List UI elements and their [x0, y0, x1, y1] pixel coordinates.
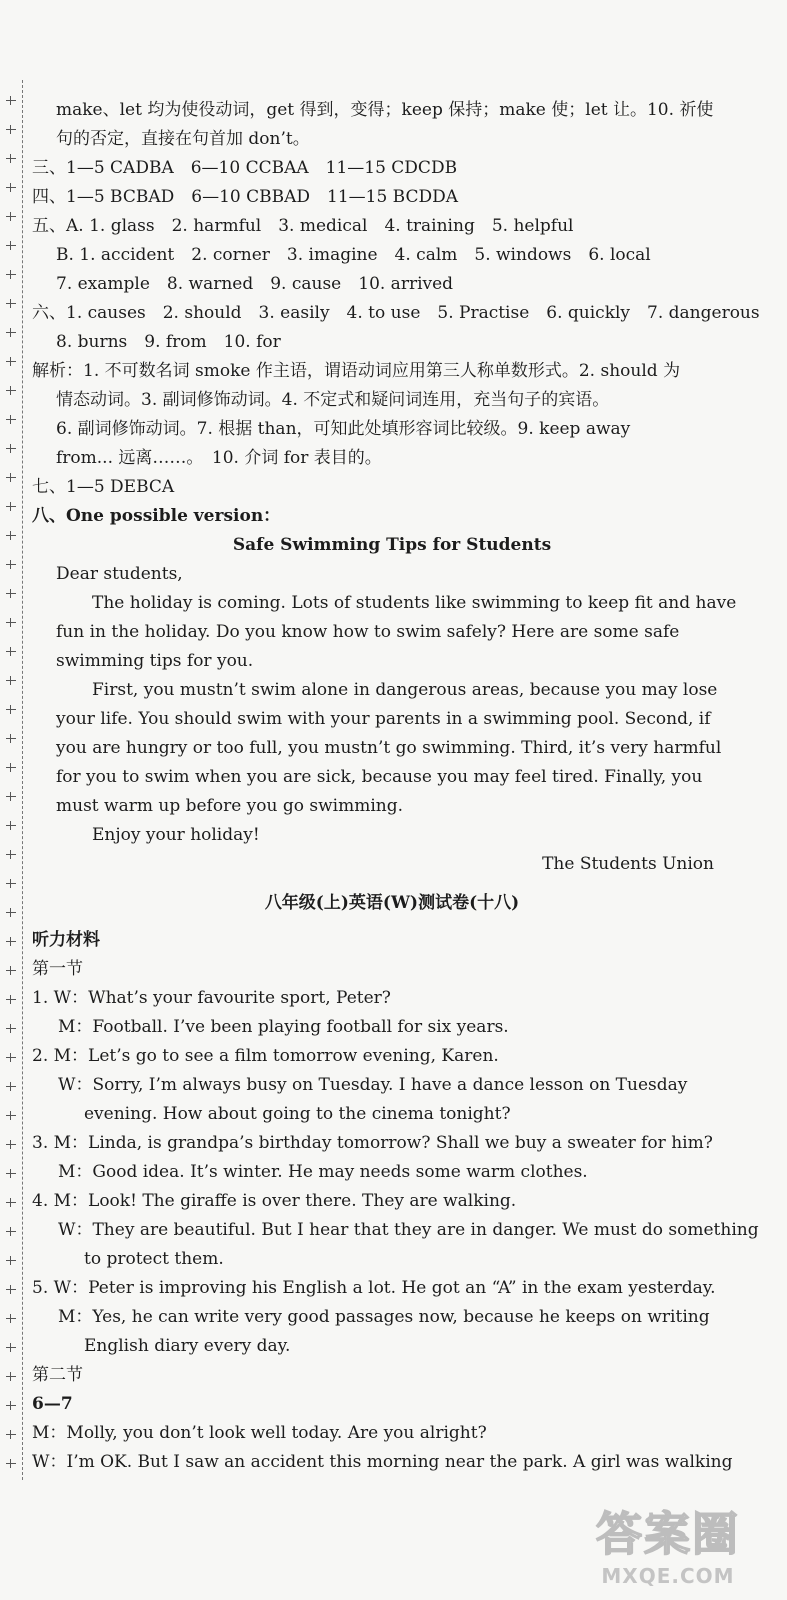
essay-paragraph-line: First, you mustn’t swim alone in dangerous areas, because you may lose — [92, 680, 718, 700]
explanation-line: from... 远离……。 10. 介词 for 表目的。 — [56, 448, 382, 468]
binding-tick — [6, 1086, 16, 1087]
dialog-line: W：They are beautiful. But I hear that they are in danger. We must do something — [58, 1220, 759, 1240]
dialog-line: W：Sorry, I’m always busy on Tuesday. I have a dance lesson on Tuesday — [58, 1075, 688, 1095]
listening-section-1: 第一节 — [32, 959, 83, 979]
section-4-answers: 四、1—5 BCBAD 6—10 CBBAD 11—15 BCDDA — [32, 187, 459, 207]
binding-tick — [6, 100, 16, 101]
binding-tick — [6, 506, 16, 507]
binding-tick — [6, 825, 16, 826]
dialog-line: 5. W：Peter is improving his English a lot. He got an “A” in the exam yesterday. — [32, 1278, 716, 1298]
section-8-heading: 八、One possible version： — [32, 506, 281, 526]
binding-tick — [6, 622, 16, 623]
binding-tick — [6, 912, 16, 913]
binding-tick — [6, 1028, 16, 1029]
dialog-line: W：I’m OK. But I saw an accident this morning near the park. A girl was walking — [32, 1452, 733, 1472]
dialog-line: English diary every day. — [84, 1336, 291, 1356]
binding-tick — [6, 1376, 16, 1377]
section-6-answers: 8. burns 9. from 10. for — [56, 332, 281, 352]
binding-tick — [6, 1347, 16, 1348]
explanation-line: 6. 副词修饰动词。7. 根据 than，可知此处填形容词比较级。9. keep away — [56, 419, 631, 439]
binding-tick — [6, 796, 16, 797]
test-title: 八年级(上)英语(W)测试卷(十八) — [264, 893, 520, 913]
binding-tick — [6, 1260, 16, 1261]
binding-tick — [6, 535, 16, 536]
watermark-logo-text: 答案圈 — [596, 1507, 740, 1561]
essay-paragraph-line: you are hungry or too full, you mustn’t go swimming. Third, it’s very harmful — [56, 738, 722, 758]
binding-tick — [6, 419, 16, 420]
binding-tick — [6, 1202, 16, 1203]
question-range: 6—7 — [32, 1394, 73, 1414]
binding-tick — [6, 158, 16, 159]
binding-tick — [6, 361, 16, 362]
binding-tick — [6, 970, 16, 971]
section-7-answers: 七、1—5 DEBCA — [32, 477, 175, 497]
listening-section-2: 第二节 — [32, 1365, 83, 1385]
binding-tick — [6, 1405, 16, 1406]
explanation-line: 情态动词。3. 副词修饰动词。4. 不定式和疑问词连用，充当句子的宾语。 — [56, 390, 610, 410]
dialog-line: M：Football. I’ve been playing football for six years. — [58, 1017, 509, 1037]
binding-tick — [6, 564, 16, 565]
watermark-url: MXQE.COM — [601, 1564, 735, 1588]
dialog-line: evening. How about going to the cinema tonight? — [84, 1104, 511, 1124]
binding-tick — [6, 1144, 16, 1145]
binding-tick — [6, 129, 16, 130]
essay-signature: The Students Union — [542, 854, 714, 874]
essay-greeting: Dear students, — [56, 564, 183, 584]
essay-paragraph-line: The holiday is coming. Lots of students like swimming to keep fit and have — [92, 593, 737, 613]
dialog-line: M：Yes, he can write very good passages now, because he keeps on writing — [58, 1307, 710, 1327]
binding-tick — [6, 448, 16, 449]
dialog-line: 2. M：Let’s go to see a film tomorrow evening, Karen. — [32, 1046, 499, 1066]
answer-note-line: 句的否定，直接在句首加 don’t。 — [56, 129, 310, 149]
essay-paragraph-line: swimming tips for you. — [56, 651, 254, 671]
binding-tick — [6, 854, 16, 855]
binding-tick — [6, 651, 16, 652]
binding-tick — [6, 1231, 16, 1232]
dialog-line: M：Good idea. It’s winter. He may needs some warm clothes. — [58, 1162, 588, 1182]
essay-paragraph-line: your life. You should swim with your parents in a swimming pool. Second, if — [56, 709, 711, 729]
listening-heading: 听力材料 — [32, 930, 100, 950]
binding-tick — [6, 245, 16, 246]
binding-tick — [6, 477, 16, 478]
essay-paragraph-line: for you to swim when you are sick, because you may feel tired. Finally, you — [56, 767, 703, 787]
binding-tick — [6, 883, 16, 884]
answer-page — [32, 96, 760, 1477]
dialog-line: to protect them. — [84, 1249, 224, 1269]
section-5a-answers: 五、A. 1. glass 2. harmful 3. medical 4. training 5. helpful — [32, 216, 574, 236]
binding-tick — [6, 1173, 16, 1174]
binding-tick — [6, 738, 16, 739]
section-5b-answers: B. 1. accident 2. corner 3. imagine 4. calm 5. windows 6. local — [56, 245, 651, 265]
binding-tick — [6, 1115, 16, 1116]
dialog-line: M：Molly, you don’t look well today. Are you alright? — [32, 1423, 487, 1443]
binding-tick — [6, 1289, 16, 1290]
explanation-line: 解析：1. 不可数名词 smoke 作主语，谓语动词应用第三人称单数形式。2. should 为 — [32, 361, 681, 381]
binding-tick — [6, 999, 16, 1000]
dialog-line: 3. M：Linda, is grandpa’s birthday tomorrow? Shall we buy a sweater for him? — [32, 1133, 713, 1153]
section-6-answers: 六、1. causes 2. should 3. easily 4. to use 5. Practise 6. quickly 7. dangerous — [32, 303, 760, 323]
binding-tick — [6, 1463, 16, 1464]
binding-tick — [6, 187, 16, 188]
binding-tick — [6, 709, 16, 710]
dialog-line: 4. M：Look! The giraffe is over there. They are walking. — [32, 1191, 517, 1211]
binding-tick — [6, 303, 16, 304]
binding-tick — [6, 390, 16, 391]
answer-note-line: make、let 均为使役动词，get 得到，变得；keep 保持；make 使；let 让。10. 祈使 — [56, 100, 714, 120]
dialog-line: 1. W：What’s your favourite sport, Peter? — [32, 988, 391, 1008]
essay-paragraph-line: must warm up before you go swimming. — [56, 796, 403, 816]
essay-paragraph-line: fun in the holiday. Do you know how to swim safely? Here are some safe — [56, 622, 680, 642]
site-watermark — [563, 1498, 773, 1590]
binding-tick — [6, 1057, 16, 1058]
essay-title: Safe Swimming Tips for Students — [232, 535, 552, 555]
binding-tick — [6, 593, 16, 594]
section-3-answers: 三、1—5 CADBA 6—10 CCBAA 11—15 CDCDB — [32, 158, 458, 178]
binding-tick — [6, 274, 16, 275]
binding-tick — [6, 680, 16, 681]
binding-tick — [6, 332, 16, 333]
binding-tick — [6, 767, 16, 768]
essay-closing: Enjoy your holiday! — [92, 825, 260, 845]
binding-tick — [6, 1318, 16, 1319]
binding-tick — [6, 216, 16, 217]
binding-tick — [6, 1434, 16, 1435]
section-5b-answers: 7. example 8. warned 9. cause 10. arrived — [56, 274, 454, 294]
binding-tick — [6, 941, 16, 942]
binding-margin — [0, 80, 23, 1480]
